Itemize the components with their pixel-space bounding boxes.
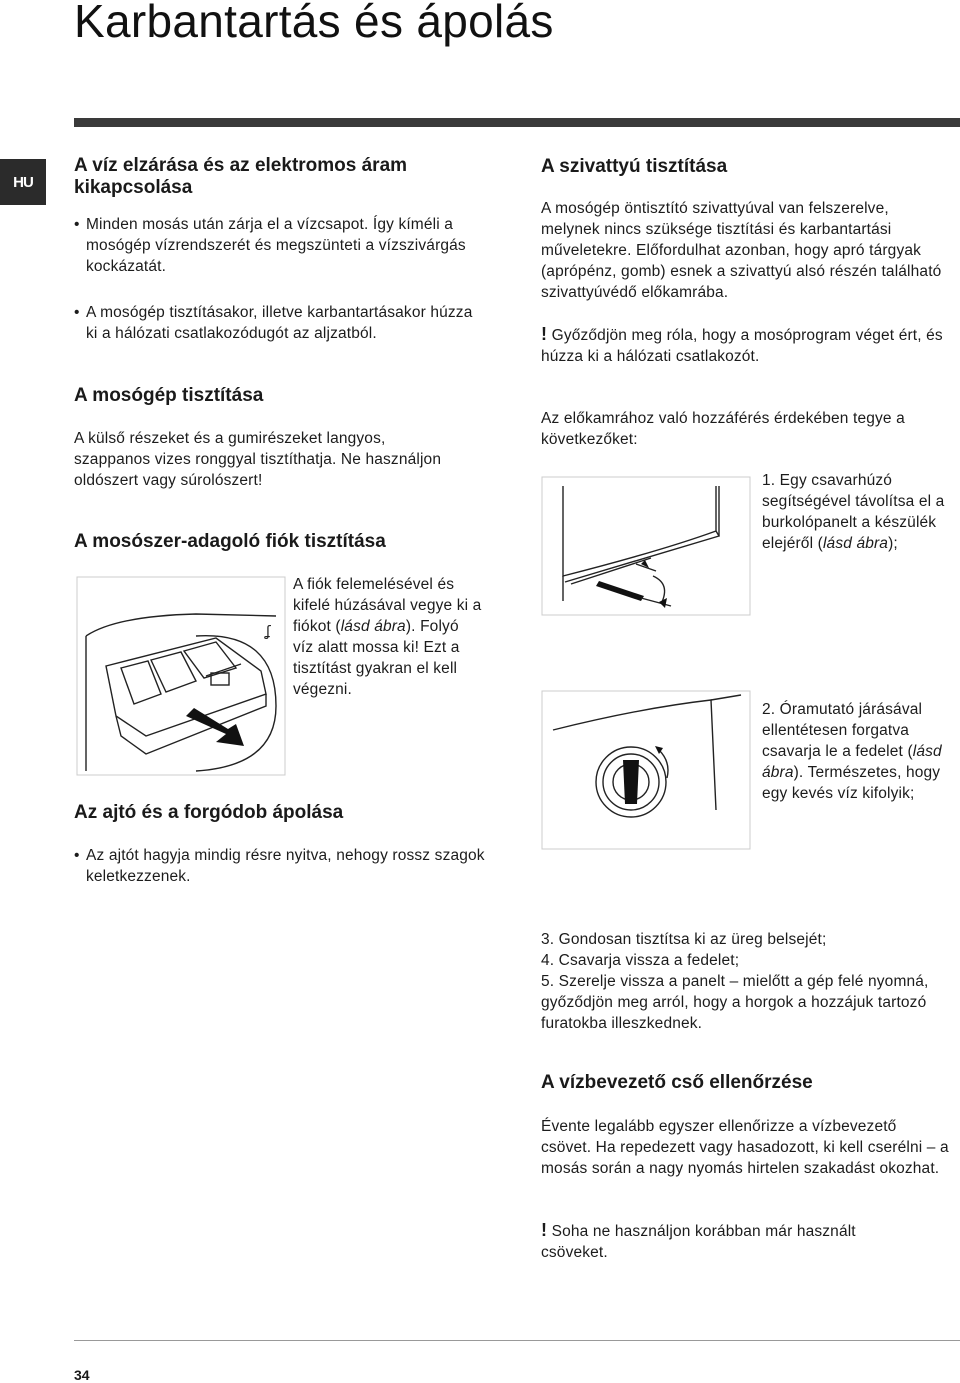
list-item xyxy=(74,214,474,277)
step-2: 2. Óramutató járásával ellentétesen forgatva csavarja le a fedelet (lásd ábra). Természetes, hogy egy kevés víz kifolyik; xyxy=(762,701,942,802)
step2-figure-ref: lásd ábra xyxy=(762,743,942,781)
list-item xyxy=(74,845,494,887)
header-rule xyxy=(74,118,960,127)
panel-removal-illustration xyxy=(541,476,751,616)
bullet-dot: • xyxy=(74,847,80,864)
water-bullet-1: Minden mosás után zárja el a vízcsapot. Így kíméli a mosógép vízrendszerét és megszünteti a vízszivárgás kockázatát. xyxy=(86,216,466,275)
warning-mark: ! xyxy=(541,324,548,344)
warning-mark: ! xyxy=(541,1220,548,1240)
drawer-figure-ref: lásd ábra xyxy=(340,618,406,635)
drawer-heading: A mosószer-adagoló fiók tisztítása xyxy=(74,531,386,552)
hose-warning: ! Soha ne használjon korábban már használt csöveket. xyxy=(541,1220,856,1261)
bullet-dot: • xyxy=(74,304,80,321)
page-number: 34 xyxy=(74,1367,90,1383)
bullet-dot: • xyxy=(74,216,80,233)
list-item xyxy=(74,302,484,344)
step-5: 5. Szerelje vissza a panelt – mielőtt a gép felé nyomná, győződjön meg arról, hogy a horgok a hozzájuk tartozó furatokba illeszkednek. xyxy=(541,973,929,1032)
step-1: 1. Egy csavarhúzó segítségével távolítsa el a burkolópanelt a készülék elejéről (lásd ábra); xyxy=(762,472,945,552)
door-bullet: Az ajtót hagyja mindig résre nyitva, nehogy rossz szagok keletkezzenek. xyxy=(86,847,485,885)
hose-text: Évente legalább egyszer ellenőrizze a vízbevezető csövet. Ha repedezett vagy hasadozott, ki kell cserélni – a mosás során a nagy nyomás hirtelen szakadást okozhat. xyxy=(541,1118,949,1177)
step1-figure-ref: lásd ábra xyxy=(822,535,889,552)
door-heading: Az ajtó és a forgódob ápolása xyxy=(74,802,344,823)
drawer-text: A fiók felemelésével és kifelé húzásával vegye ki a fiókot (lásd ábra). Folyó víz alatt mossa ki! Ezt a tisztítást gyakran el kell végezni. xyxy=(293,576,482,698)
pump-intro: Az előkamrához való hozzáférés érdekében tegye a következőket: xyxy=(541,410,905,448)
footer-rule xyxy=(74,1340,960,1341)
pump-text: A mosógép öntisztító szivattyúval van felszerelve, melynek nincs szüksége tisztítási és karbantartási műveletekre. Előfordulhat azonban, hogy apró tárgyak (aprópénz, gomb) esnek a szivattyú alsó részén található szivattyúvédő előkamrába. xyxy=(541,200,942,301)
step-4: 4. Csavarja vissza a fedelet; xyxy=(541,952,740,969)
step-3: 3. Gondosan tisztítsa ki az üreg belsejét; xyxy=(541,931,827,948)
pump-warning: ! Győződjön meg róla, hogy a mosóprogram véget ért, és húzza ki a hálózati csatlakozót. xyxy=(541,324,943,365)
pump-heading: A szivattyú tisztítása xyxy=(541,156,728,177)
hose-heading: A vízbevezető cső ellenőrzése xyxy=(541,1072,813,1093)
svg-text:ʆ: ʆ xyxy=(266,624,271,640)
pump-cover-illustration xyxy=(541,690,751,850)
cleaning-heading: A mosógép tisztítása xyxy=(74,385,264,406)
language-tab: HU xyxy=(0,159,46,205)
cleaning-text: A külső részeket és a gumirészeket langyos, szappanos vizes ronggyal tisztíthatja. Ne használjon oldószert vagy súrolószert! xyxy=(74,430,442,489)
detergent-drawer-illustration xyxy=(76,576,286,776)
water-heading: A víz elzárása és az elektromos áram kikapcsolása xyxy=(74,155,408,198)
water-bullet-2: A mosógép tisztításakor, illetve karbantartásakor húzza ki a hálózati csatlakozódugót az aljzatból. xyxy=(86,304,473,342)
page-title: Karbantartás és ápolás xyxy=(74,0,554,47)
